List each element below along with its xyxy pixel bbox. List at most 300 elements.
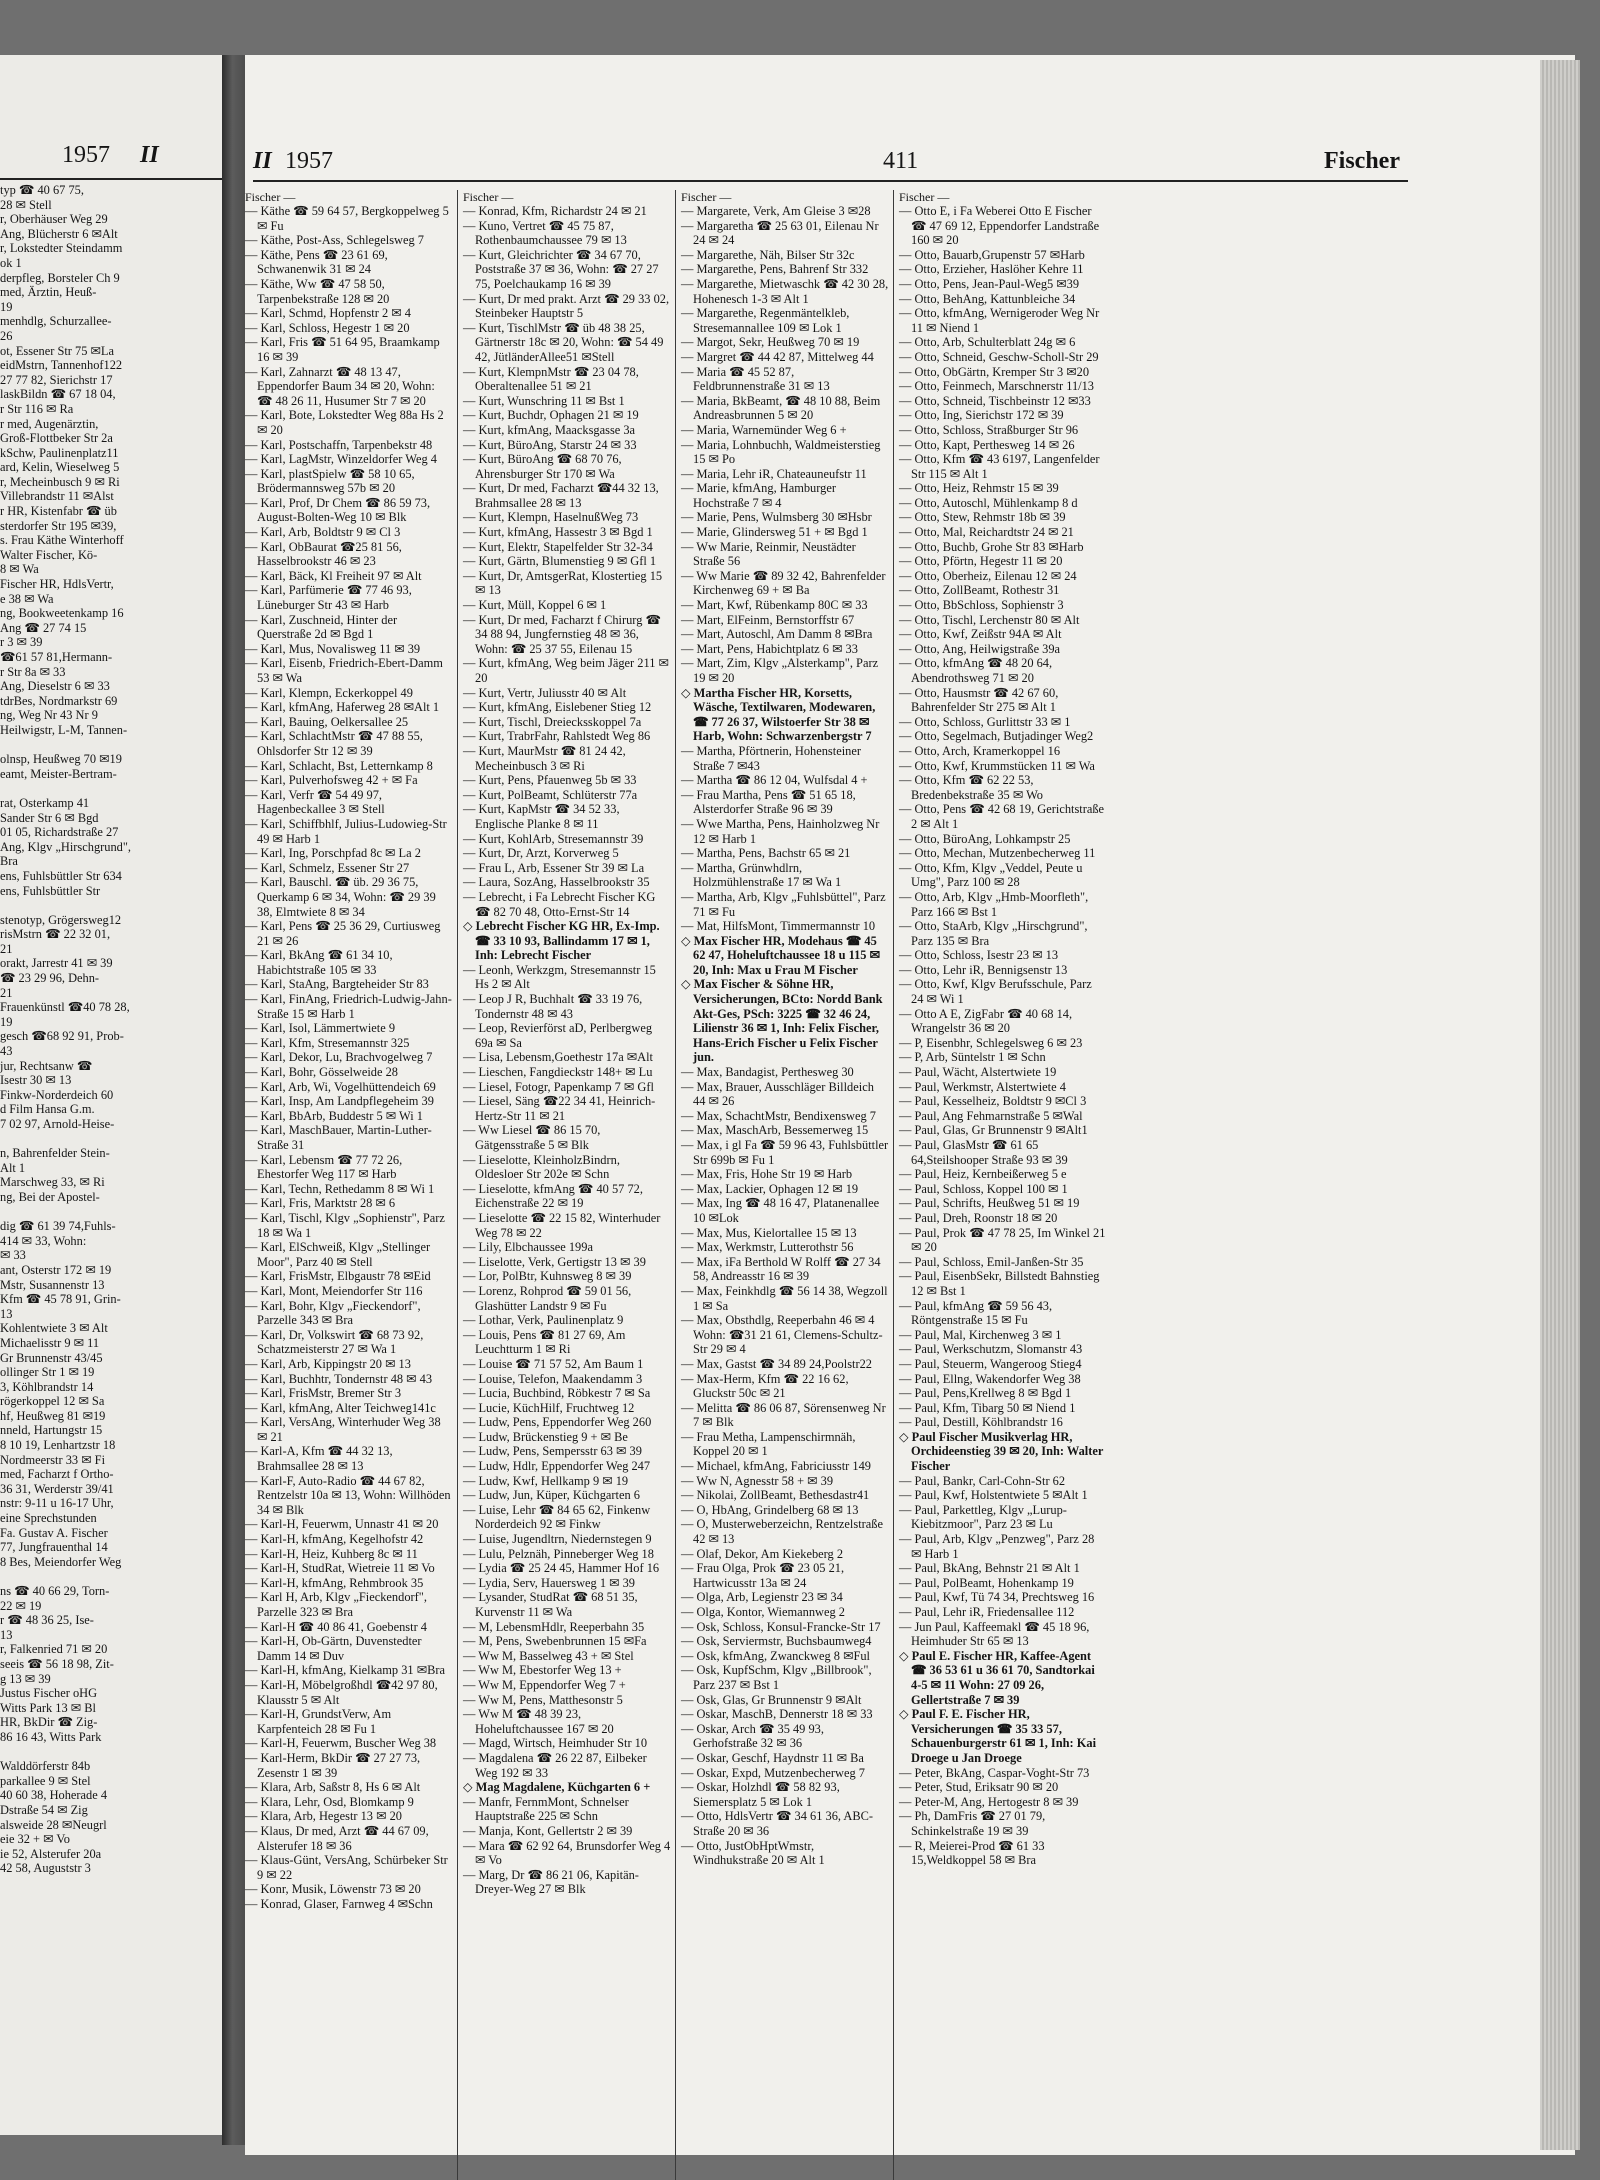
directory-entry: — Michael, kfmAng, Fabriciusstr 149 [681, 1459, 871, 1474]
left-page-line: 22 ✉ 19 [0, 1598, 42, 1613]
left-page-line: ant, Osterstr 172 ✉ 19 [0, 1262, 112, 1277]
left-page-line: menhdlg, Schurzallee- [0, 314, 112, 329]
directory-entry: — Oskar, Expd, Mutzenbecherweg 7 [681, 1765, 865, 1780]
directory-entry: — Karl, Arb, Boldtstr 9 ✉ Cl 3 [245, 525, 401, 540]
directory-entry: — Paul, PolBeamt, Hohenkamp 19 [899, 1575, 1074, 1590]
directory-entry: — Karl-H, Feuerwm, Buscher Weg 38 [245, 1736, 437, 1751]
directory-entry: — Olaf, Dekor, Am Kiekeberg 2 [681, 1546, 844, 1561]
directory-entry: — Kurt, kfmAng, Maacksgasse 3a [463, 422, 636, 437]
left-page-line: r, Lokstedter Steindamm [0, 241, 123, 256]
left-page-line: sterdorfer Str 195 ✉39, [0, 518, 117, 533]
directory-entry: — Otto, Kfm ☎ 62 22 53, Bredenbekstraße 35 ✉ Wo [899, 773, 1043, 802]
directory-entry: — Karl, FinAng, Friedrich-Ludwig-Jahn-Straße 15 ✉ Harb 1 [245, 992, 452, 1021]
directory-entry: — Oskar, Arch ☎ 35 49 93, Gerhofstraße 32 ✉ 36 [681, 1721, 824, 1751]
directory-entry: — Karl, Arb, Kippingstr 20 ✉ 13 [245, 1356, 411, 1371]
directory-entry: — Karl-H, Heiz, Kuhberg 8c ✉ 11 [245, 1546, 418, 1561]
left-page-line: Ang ☎ 27 74 15 [0, 620, 87, 635]
left-page-line: Bra [0, 854, 18, 869]
left-page-line: 42 58, Auguststr 3 [0, 1861, 91, 1876]
directory-entry: — Kurt, Wunschring 11 ✉ Bst 1 [463, 393, 625, 408]
directory-entry: — Paul, Dreh, Roonstr 18 ✉ 20 [899, 1210, 1058, 1225]
directory-entry: — Kurt, Pens, Pfauenweg 5b ✉ 33 [463, 773, 637, 788]
directory-entry: — Karl, Dekor, Lu, Brachvogelweg 7 [245, 1050, 433, 1065]
directory-entry: — Maria, Lehr iR, Chateauneufstr 11 [681, 466, 867, 481]
directory-entry: — Paul, BkAng, Behnstr 21 ✉ Alt 1 [899, 1561, 1080, 1576]
directory-entry: — Kurt, Müll, Koppel 6 ✉ 1 [463, 598, 607, 613]
directory-entry: — Karl-H, Feuerwm, Unnastr 41 ✉ 20 [245, 1517, 439, 1532]
directory-entry: — Jun Paul, Kaffeemakl ☎ 45 18 96, Heimhuder Str 65 ✉ 13 [899, 1619, 1090, 1649]
firm-entry: ◇ Paul Fischer Musikverlag HR, Orchideenstieg 39 ✉ 20, Inh: Walter Fischer [899, 1429, 1104, 1474]
left-page-line: 40 60 38, Hoherade 4 [0, 1788, 108, 1803]
directory-entry: — Paul, Schloss, Emil-Janßen-Str 35 [899, 1254, 1084, 1269]
directory-entry: — Otto, Kapt, Perthesweg 14 ✉ 26 [899, 437, 1075, 452]
directory-entry: — Kurt, Buchdr, Ophagen 21 ✉ 19 [463, 408, 639, 423]
directory-entry: — Paul, Kesselheiz, Boldtstr 9 ✉Cl 3 [899, 1094, 1087, 1109]
firm-entry: ◇ Martha Fischer HR, Korsetts, Wäsche, Textilwaren, Modewaren, ☎ 77 26 37, Wilstoerfer Str 38 ✉ Harb, Wohn: Schwarzenbergstr 7 [681, 685, 876, 744]
directory-entry: — Otto, Tischl, Lerchenstr 80 ✉ Alt [899, 612, 1080, 627]
directory-entry: — Otto, Segelmach, Butjadinger Weg2 [899, 729, 1094, 744]
directory-entry: — Karl, FrisMstr, Bremer Str 3 [245, 1386, 402, 1401]
directory-entry: — Kurt, MaurMstr ☎ 81 24 42, Mecheinbusch 3 ✉ Ri [463, 743, 626, 773]
directory-entry: — Otto, Bauarb,Grupenstr 57 ✉Harb [899, 247, 1085, 262]
left-page-line: r Str 8a ✉ 33 [0, 664, 66, 679]
directory-entry: — Oskar, Geschf, Haydnstr 11 ✉ Ba [681, 1750, 864, 1765]
left-year: 1957 [62, 142, 110, 168]
directory-entry: — Paul, Prok ☎ 47 78 25, Im Winkel 21 ✉ 20 [899, 1225, 1106, 1255]
directory-entry: — Otto, Schloss, Gurlittstr 33 ✉ 1 [899, 714, 1071, 729]
directory-entry: — Karl, Mus, Novalisweg 11 ✉ 39 [245, 641, 421, 656]
directory-entry: — Lor, PolBtr, Kuhnsweg 8 ✉ 39 [463, 1269, 632, 1284]
directory-entry: — Max, MaschArb, Bessemerweg 15 [681, 1123, 869, 1138]
left-page-line: ng, Bookweetenkamp 16 [0, 606, 124, 621]
directory-entry: — Karl H, Arb, Klgv „Fieckendorf", Parzelle 323 ✉ Bra [245, 1590, 427, 1619]
directory-entry: — Margarethe, Mietwaschk ☎ 42 30 28, Hohenesch 1-3 ✉ Alt 1 [681, 276, 889, 306]
directory-entry: — P, Arb, Süntelstr 1 ✉ Schn [899, 1050, 1046, 1065]
directory-entry: — Max, Feinkhdlg ☎ 56 14 38, Wegzoll 1 ✉ Sa [681, 1283, 888, 1313]
left-page-line: 13 [0, 1627, 13, 1642]
directory-entry: — Margret ☎ 44 42 87, Mittelweg 44 [681, 349, 874, 364]
directory-entry: — Kurt, Elektr, Stapelfelder Str 32-34 [463, 539, 653, 554]
directory-entry: — Osk, Glas, Gr Brunnenstr 9 ✉Alt [681, 1692, 862, 1707]
directory-entry: — Otto, Ang, Heilwigstraße 39a [899, 641, 1061, 656]
page-number: 411 [883, 148, 919, 174]
directory-entry: — Otto, Ing, Sierichstr 172 ✉ 39 [899, 408, 1064, 423]
directory-entry: — Oskar, MaschB, Dennerstr 18 ✉ 33 [681, 1707, 873, 1722]
left-page-line [0, 781, 223, 796]
directory-entry: — Osk, Schloss, Konsul-Francke-Str 17 [681, 1619, 881, 1634]
directory-entry: — Mart, Pens, Habichtplatz 6 ✉ 33 [681, 641, 858, 656]
directory-entry: — Kurt, Dr, AmtsgerRat, Klostertieg 15 ✉ 13 [463, 568, 663, 598]
firm-entry: ◇ Max Fischer HR, Modehaus ☎ 45 62 47, Hoheluftchaussee 18 u 115 ✉20, Inh: Max u Frau M Fischer [681, 933, 880, 977]
directory-entry: — Paul, Parkettleg, Klgv „Lurup-Kiebitzmoor", Parz 23 ✉ Lu [899, 1502, 1067, 1532]
directory-entry: — Karl, Bauschl. ☎ üb. 29 36 75, Querkamp 6 ✉ 34, Wohn: ☎ 29 39 38, Elmtwiete 8 ✉ 34 [245, 875, 436, 919]
left-page-line: Alt 1 [0, 1160, 26, 1175]
directory-entry: — Kurt, TischlMstr ☎ üb 48 38 25, Gärtnerstr 18c ✉ 20, Wohn: ☎ 54 49 42, JütländerAllee51 ✉Stell [463, 320, 664, 364]
left-page-line: eidMstrn, Tannenhof122 [0, 358, 123, 373]
directory-entry: — Konr, Musik, Löwenstr 73 ✉ 20 [245, 1882, 421, 1897]
directory-entry: — Karl, Techn, Rethedamm 8 ✉ Wi 1 [245, 1181, 435, 1196]
left-page-line: ☎61 57 81,Hermann- [0, 650, 113, 664]
directory-entry: — Otto, Schneid, Tischbeinstr 12 ✉33 [899, 393, 1091, 408]
directory-entry: — Max, Bandagist, Perthesweg 30 [681, 1065, 854, 1080]
directory-entry: — Paul, Schloss, Koppel 100 ✉ 1 [899, 1181, 1068, 1196]
left-page-line: Isestr 30 ✉ 13 [0, 1073, 72, 1088]
directory-entry: — Osk, kfmAng, Zwanckweg 8 ✉Ful [681, 1648, 870, 1663]
directory-entry: — Ww N, Agnesstr 58 + ✉ 39 [681, 1473, 834, 1488]
directory-entry: — Karl-H, Möbelgroßhdl ☎42 97 80, Klausstr 5 ✉ Alt [245, 1677, 438, 1707]
directory-entry: — Karl, Pulverhofsweg 42 + ✉ Fa [245, 773, 418, 788]
directory-entry: — Otto, JustObHptWmstr, Windhukstraße 20 ✉ Alt 1 [681, 1838, 825, 1868]
directory-entry: — Karl, Zahnarzt ☎ 48 13 47, Eppendorfer Baum 34 ✉ 20, Wohn: ☎ 48 26 11, Husumer Str 7 ✉ 20 [245, 364, 435, 408]
directory-entry: — Otto, Stew, Rehmstr 18b ✉ 39 [899, 510, 1066, 525]
directory-entry: — Martha, Pförtnerin, Hohensteiner Straße 7 ✉43 [681, 743, 861, 773]
directory-entry: — Otto, Erzieher, Haslöher Kehre 11 [899, 262, 1084, 277]
directory-entry: — Ww Marie ☎ 89 32 42, Bahrenfelder Kirchenweg 69 + ✉ Ba [681, 568, 886, 598]
directory-entry: — Paul, GlasMstr ☎ 61 65 64,Steilshooper Straße 93 ✉ 39 [899, 1138, 1068, 1167]
directory-entry: — Max, SchachtMstr, Bendixensweg 7 [681, 1108, 876, 1123]
directory-entry: — Lieselotte, KleinholzBindrn, Oldesloer Str 202e ✉ Schn [463, 1152, 620, 1182]
left-page-line: ens, Fuhlsbüttler Str 634 [0, 868, 122, 883]
directory-entry: — Kurt, Dr med prakt. Arzt ☎ 29 33 02, Steinbeker Hauptstr 5 [463, 291, 670, 321]
directory-entry: — Karl, plastSpielw ☎ 58 10 65, Brödermannsweg 57b ✉ 20 [245, 466, 415, 496]
left-page-line: Fischer HR, HdlsVertr, [0, 577, 114, 592]
left-page-line: seeis ☎ 56 18 98, Zit- [0, 1656, 114, 1671]
left-running-head [0, 140, 222, 180]
directory-entry: — Karl, Ing, Porschpfad 8c ✉ La 2 [245, 846, 421, 861]
left-page-line [0, 1205, 223, 1220]
directory-entry: — Luise, Jugendltrn, Niedernstegen 9 [463, 1532, 652, 1547]
directory-entry: — Laura, SozAng, Hasselbrookstr 35 [463, 875, 650, 890]
directory-entry: — Paul, Bankr, Carl-Cohn-Str 62 [899, 1473, 1066, 1488]
left-page-line: stenotyp, Grögersweg12 [0, 912, 122, 927]
directory-entry: — Paul, kfmAng ☎ 59 56 43, Röntgenstraße 15 ✉ Fu [899, 1298, 1053, 1328]
left-page-line: eamt, Meister-Bertram- [0, 766, 117, 781]
left-page-line: ns ☎ 40 66 29, Torn- [0, 1584, 110, 1598]
left-page-line [0, 1745, 223, 1760]
directory-entry: — Otto, Buchb, Grohe Str 83 ✉Harb [899, 539, 1084, 554]
directory-entry: — Mat, HilfsMont, Timmermannstr 10 [681, 919, 876, 934]
directory-entry: — Karl, Arb, Wi, Vogelhüttendeich 69 [245, 1079, 436, 1094]
directory-entry: — Karl, Bauing, Oelkersallee 25 [245, 714, 409, 729]
directory-entry: — Mara ☎ 62 92 64, Brunsdorfer Weg 4 ✉ Vo [463, 1838, 671, 1868]
left-page-line: eine Sprechstunden [0, 1511, 97, 1526]
directory-entry: — Margot, Sekr, Heußweg 70 ✉ 19 [681, 335, 860, 350]
directory-entry: — Kurt, BüroAng ☎ 68 70 76, Ahrensburger Str 170 ✉ Wa [463, 452, 622, 481]
directory-entry: — Maria, BkBeamt, ☎ 48 10 88, Beim Andreasbrunnen 5 ✉ 20 [681, 393, 881, 423]
left-page-line: kSchw, Paulinenplatz11 [0, 445, 119, 460]
left-page-line: 01 05, Richardstraße 27 [0, 825, 119, 840]
directory-entry: — Louise, Telefon, Maakendamm 3 [463, 1371, 643, 1386]
left-page-line: med, Ärztin, Heuß- [0, 285, 97, 300]
directory-page [245, 55, 1575, 2155]
directory-entry: — Otto, Arch, Kramerkoppel 16 [899, 743, 1061, 758]
directory-entry: — Otto, BüroAng, Lohkampstr 25 [899, 831, 1071, 846]
directory-entry: — Marie, Pens, Wulmsberg 30 ✉Hsbr [681, 510, 872, 525]
left-page-line: ens, Fuhlsbüttler Str [0, 883, 101, 898]
directory-entry: — Otto, BbSchloss, Sophienstr 3 [899, 598, 1064, 613]
directory-entry: — Mart, Kwf, Rübenkamp 80C ✉ 33 [681, 598, 868, 613]
directory-entry: — Karl-H ☎ 40 86 41, Goebenstr 4 [245, 1619, 427, 1634]
left-page-line: 86 16 43, Witts Park [0, 1729, 102, 1744]
directory-entry: — P, Eisenbhr, Schlegelsweg 6 ✉ 23 [899, 1035, 1083, 1050]
directory-entry: — Leop, Revierförst aD, Perlbergweg 69a ✉ Sa [463, 1021, 653, 1050]
left-page-line: Gr Brunnenstr 43/45 [0, 1350, 103, 1365]
directory-entry: — Martha, Pens, Bachstr 65 ✉ 21 [681, 846, 851, 861]
directory-entry: — Otto A E, ZigFabr ☎ 40 68 14, Wrangelstr 36 ✉ 20 [899, 1006, 1073, 1036]
directory-entry: — Ludw, Kwf, Hellkamp 9 ✉ 19 [463, 1473, 629, 1488]
directory-entry: — Karl-H, Ob-Gärtn, Duvenstedter Damm 14 ✉ Duv [245, 1634, 422, 1663]
directory-entry: — Otto E, i Fa Weberei Otto E Fischer ☎ 47 69 12, Eppendorfer Landstraße 160 ✉ 20 [899, 204, 1100, 248]
directory-entry: — Magd, Wirtsch, Heimhuder Str 10 [463, 1736, 648, 1751]
directory-entry: — Karl, Bäck, Kl Freiheit 97 ✉ Alt [245, 568, 422, 583]
directory-entry: — Kurt, kfmAng, Weg beim Jäger 211 ✉ 20 [463, 656, 669, 685]
left-page-line: rat, Osterkamp 41 [0, 795, 90, 810]
directory-entry: — Karl-H, kfmAng, Rehmbrook 35 [245, 1575, 424, 1590]
directory-entry: — Karl, Fris ☎ 51 64 95, Braamkamp 16 ✉ 39 [245, 335, 440, 364]
directory-entry: — Otto, Kfm, Klgv „Veddel, Peute u Umg", Parz 100 ✉ 28 [899, 860, 1083, 890]
left-page-line: 36 31, Werderstr 39/41 [0, 1481, 114, 1496]
catchword: Fischer [1324, 148, 1400, 174]
left-page-line: Fa. Gustav A. Fischer [0, 1525, 108, 1540]
left-page-line: nneld, Hartungstr 15 [0, 1423, 103, 1438]
left-page-line: gesch ☎68 92 91, Prob- [0, 1029, 124, 1044]
directory-entry: — Lucia, Buchbind, Röbkestr 7 ✉ Sa [463, 1386, 651, 1401]
left-page-line: 27 77 82, Sierichstr 17 [0, 372, 113, 387]
directory-entry: — Karl, Pens ☎ 25 36 29, Curtiusweg 21 ✉ 26 [245, 919, 441, 948]
directory-entry: — Ww Marie, Reinmir, Neustädter Straße 56 [681, 539, 856, 569]
directory-entry: — Kuno, Vertret ☎ 45 75 87, Rothenbaumchaussee 79 ✉ 13 [463, 218, 627, 248]
left-page-line: r Str 116 ✉ Ra [0, 401, 74, 416]
directory-entry: — Otto, ObGärtn, Kremper Str 3 ✉20 [899, 364, 1090, 379]
left-page-line: eie 32 + ✉ Vo [0, 1832, 70, 1847]
left-page-line: derpfleg, Borsteler Ch 9 [0, 270, 120, 285]
left-page-line: r, Oberhäuser Weg 29 [0, 212, 108, 227]
left-page-line: r 3 ✉ 39 [0, 635, 43, 650]
directory-entry: — Karl, BbArb, Buddestr 5 ✉ Wi 1 [245, 1108, 423, 1123]
directory-entry: — Liesel, Fotogr, Papenkamp 7 ✉ Gfl [463, 1079, 654, 1094]
directory-entry: — Otto, Kwf, Klgv Berufsschule, Parz 24 ✉ Wi 1 [899, 977, 1092, 1007]
left-page-line: 28 ✉ Stell [0, 197, 52, 212]
directory-entry: — Maria, Warnemünder Weg 6 + [681, 422, 847, 437]
directory-entry: — Kurt, Dr med, Facharzt ☎44 32 13, Brahmsallee 28 ✉ 13 [463, 481, 659, 510]
directory-entry: — Karl, Postschaffn, Tarpenbekstr 48 [245, 437, 433, 452]
directory-entry: — Margarethe, Näh, Bilser Str 32c [681, 247, 855, 262]
directory-entry: — Luise, Lehr ☎ 84 65 62, Finkenw Norderdeich 92 ✉ Finkw [463, 1502, 651, 1532]
directory-entry: — Paul, Destill, Köhlbrandstr 16 [899, 1415, 1063, 1430]
left-page-line: nstr: 9-11 u 16-17 Uhr, [0, 1496, 114, 1511]
directory-entry: — Peter, BkAng, Caspar-Voght-Str 73 [899, 1765, 1090, 1780]
directory-entry: — Ludw, Pens, Eppendorfer Weg 260 [463, 1415, 652, 1430]
directory-entry: — Karl, Bohr, Klgv „Fieckendorf", Parzelle 343 ✉ Bra [245, 1298, 421, 1328]
directory-entry: — Karl-H, kfmAng, Kielkamp 31 ✉Bra [245, 1663, 445, 1678]
directory-entry: — Karl, Klempn, Eckerkoppel 49 [245, 685, 413, 700]
directory-entry: — Karl, LagMstr, Winzeldorfer Weg 4 [245, 452, 437, 467]
left-page-line: e 38 ✉ Wa [0, 591, 54, 606]
directory-entry: — Lieselotte, kfmAng ☎ 40 57 72, Eichenstraße 22 ✉ 19 [463, 1181, 643, 1211]
directory-entry: — Max-Herm, Kfm ☎ 22 16 62, Gluckstr 50c ✉ 21 [681, 1371, 849, 1401]
directory-entry: — Karl-H, StudRat, Wietreie 11 ✉ Vo [245, 1561, 435, 1576]
directory-entry: — Paul, Kwf, Holstentwiete 5 ✉Alt 1 [899, 1488, 1088, 1503]
left-page-line: Dstraße 54 ✉ Zig [0, 1802, 88, 1817]
directory-entry: — Peter-M, Ang, Hertogestr 8 ✉ 39 [899, 1794, 1079, 1809]
directory-entry: — Lisa, Lebensm,Goethestr 17a ✉Alt [463, 1050, 654, 1065]
left-page-line: Marschweg 33, ✉ Ri [0, 1175, 105, 1190]
directory-entry: — Paul, Glas, Gr Brunnenstr 9 ✉Alt1 [899, 1123, 1088, 1138]
directory-column-4 [899, 190, 1107, 1868]
directory-entry: — Karl, Fris, Marktstr 28 ✉ 6 [245, 1196, 396, 1211]
directory-entry: — Frau Metha, Lampenschirmnäh, Koppel 20 ✉ 1 [681, 1429, 856, 1459]
directory-entry: — Käthe, Pens ☎ 23 61 69, Schwanenwik 31 ✉ 24 [245, 247, 388, 277]
year: 1957 [285, 148, 333, 174]
directory-entry: — Frau Martha, Pens ☎ 51 65 18, Alsterdorfer Straße 96 ✉ 39 [681, 787, 856, 817]
directory-entry: — Otto, Mechan, Mutzenbecherweg 11 [899, 846, 1096, 861]
directory-entry: — Margarete, Verk, Am Gleise 3 ✉28 [681, 204, 871, 218]
directory-entry: — Kurt, Tischl, Dreiecksskoppel 7a [463, 714, 642, 729]
left-page-line: ie 52, Alsterufer 20a [0, 1846, 102, 1861]
directory-entry: — Mart, Autoschl, Am Damm 8 ✉Bra [681, 627, 873, 642]
directory-entry: — Nikolai, ZollBeamt, Bethesdastr41 [681, 1488, 870, 1503]
directory-entry: — Louis, Pens ☎ 81 27 69, Am Leuchtturm 1 ✉ Ri [463, 1327, 626, 1357]
directory-entry: — Kurt, KohlArb, Stresemannstr 39 [463, 831, 644, 846]
left-page-line: 26 [0, 328, 13, 343]
left-page-line: ollinger Str 1 ✉ 19 [0, 1365, 95, 1380]
left-page-line: 21 [0, 985, 13, 1000]
directory-entry: — Kurt, Gärtn, Blumenstieg 9 ✉ Gfl 1 [463, 554, 657, 569]
directory-entry: — Karl, Dr, Volkswirt ☎ 68 73 92, Schatzmeisterstr 27 ✉ Wa 1 [245, 1327, 424, 1357]
directory-entry: — Paul, Werkmstr, Alstertwiete 4 [899, 1079, 1066, 1094]
directory-entry: — Otto, Arb, Schulterblatt 24g ✉ 6 [899, 335, 1076, 350]
directory-entry: — M, Pens, Swebenbrunnen 15 ✉Fa [463, 1634, 647, 1649]
directory-entry: — Kurt, BüroAng, Starstr 24 ✉ 33 [463, 437, 637, 452]
directory-entry: — Karl, Bote, Lokstedter Weg 88a Hs 2 ✉ 20 [245, 408, 444, 437]
directory-entry: — Klaus-Günt, VersAng, Schürbeker Str 9 ✉ 22 [245, 1853, 448, 1882]
directory-entry: — Maria ☎ 45 52 87, Feldbrunnenstraße 31 ✉ 13 [681, 364, 830, 394]
left-page-line: 8 10 19, Lenhartzstr 18 [0, 1438, 116, 1453]
left-page-line: 19 [0, 299, 13, 314]
directory-entry: — Max, Lackier, Ophagen 12 ✉ 19 [681, 1181, 859, 1196]
left-page-line: Justus Fischer oHG [0, 1686, 98, 1701]
directory-entry: — Karl, Parfümerie ☎ 77 46 93, Lüneburger Str 43 ✉ Harb [245, 583, 412, 613]
left-page-line: n, Bahrenfelder Stein- [0, 1146, 110, 1161]
left-page-line: 13 [0, 1306, 13, 1321]
directory-entry: — Paul, Kfm, Tibarg 50 ✉ Niend 1 [899, 1400, 1076, 1415]
directory-entry: — Karl-H, GrundstVerw, Am Karpfenteich 28 ✉ Fu 1 [245, 1707, 392, 1736]
column-heading: Fischer — [245, 190, 296, 204]
directory-entry: — Otto, Feinmech, Marschnerstr 11/13 [899, 379, 1095, 394]
left-page-line: ☎ 23 29 96, Dehn- [0, 971, 100, 986]
column-rule [893, 190, 894, 2180]
directory-entry: — Karl, Buchhtr, Tondernstr 48 ✉ 43 [245, 1371, 433, 1386]
directory-entry: — Paul, EisenbSekr, Billstedt Bahnstieg 12 ✉ Bst 1 [899, 1269, 1100, 1298]
directory-entry: — Paul, Lehr iR, Friedensallee 112 [899, 1605, 1075, 1619]
column-heading: Fischer — [681, 190, 732, 204]
directory-entry: — Melitta ☎ 86 06 87, Sörensenweg Nr 7 ✉ Blk [681, 1400, 886, 1430]
left-page-line: risMstrn ☎ 22 32 01, [0, 927, 111, 942]
directory-entry: — Lydia ☎ 25 24 45, Hammer Hof 16 [463, 1561, 660, 1576]
left-page-line: ard, Kelin, Wieselweg 5 [0, 460, 120, 475]
directory-entry: — Ludw, Jun, Küper, Küchgarten 6 [463, 1488, 640, 1503]
directory-entry: — Frau L, Arb, Essener Str 39 ✉ La [463, 860, 645, 875]
directory-entry: — Otto, Hausmstr ☎ 42 67 60, Bahrenfelder Str 275 ✉ Alt 1 [899, 685, 1059, 715]
directory-entry: — Lily, Elbchaussee 199a [463, 1240, 593, 1255]
directory-entry: — Kurt, kfmAng, Hassestr 3 ✉ Bgd 1 [463, 525, 653, 540]
directory-entry: — Karl, kfmAng, Alter Teichweg141c [245, 1400, 436, 1415]
left-page-line: r, Falkenried 71 ✉ 20 [0, 1642, 108, 1657]
firm-entry: ◇ Paul F. E. Fischer HR, Versicherungen ☎ 35 33 57, Schauenburgerstr 61 ✉ 1, Inh: Kai Droege u Jan Droege [899, 1707, 1097, 1765]
left-page-line: tdrBes, Nordmarkstr 69 [0, 693, 118, 708]
left-page-line: HR, BkDir ☎ Zig- [0, 1715, 98, 1730]
directory-entry: — O, HbAng, Grindelberg 68 ✉ 13 [681, 1502, 859, 1517]
directory-entry: — Kurt, Dr, Arzt, Korverweg 5 [463, 846, 619, 861]
left-page-line: 414 ✉ 33, Wohn: [0, 1233, 87, 1248]
directory-entry: — M, LebensmHdlr, Reeperbahn 35 [463, 1619, 645, 1634]
directory-entry: — Frau Olga, Prok ☎ 23 05 21, Hartwicusstr 13a ✉ 24 [681, 1561, 845, 1590]
left-page-line: s. Frau Käthe Winterhoff [0, 533, 124, 548]
directory-entry: — Karl, Schlacht, Bst, Letternkamp 8 [245, 758, 433, 773]
directory-entry: — Karl, Kfm, Stresemannstr 325 [245, 1035, 410, 1050]
directory-entry: — Martha, Grünwhdlrn, Holzmühlenstraße 17 ✉ Wa 1 [681, 860, 842, 890]
directory-entry: — Kurt, Klempn, HaselnußWeg 73 [463, 510, 639, 525]
directory-entry: — Käthe ☎ 59 64 57, Bergkoppelweg 5 ✉ Fu [245, 204, 449, 233]
left-volume: II [140, 142, 159, 168]
directory-entry: — Ww M, Basselweg 43 + ✉ Stel [463, 1648, 634, 1663]
directory-entry: — Louise ☎ 71 57 52, Am Baum 1 [463, 1356, 644, 1371]
directory-entry: — Otto, Schneid, Geschw-Scholl-Str 29 [899, 349, 1099, 364]
directory-entry: — Otto, Arb, Klgv „Hmb-Moorfleth", Parz 166 ✉ Bst 1 [899, 889, 1089, 919]
directory-entry: — Osk, Serviermstr, Buchsbaumweg4 [681, 1634, 872, 1649]
directory-entry: — O, Musterweberzeichn, Rentzelstraße 42 ✉ 13 [681, 1517, 883, 1547]
directory-entry: — Ludw, Pens, Sempersstr 63 ✉ 39 [463, 1444, 642, 1459]
directory-entry: — Otto, kfmAng ☎ 48 20 64, Abendrothsweg 71 ✉ 20 [899, 656, 1053, 685]
directory-entry: — Otto, Pförtn, Hegestr 11 ✉ 20 [899, 554, 1063, 569]
left-page-line: hf, Heußweg 81 ✉19 [0, 1408, 106, 1423]
directory-entry: — Konrad, Kfm, Richardstr 24 ✉ 21 [463, 204, 647, 218]
left-page-line: 8 ✉ Wa [0, 562, 39, 577]
directory-entry: — Otto, Lehr iR, Bennigsenstr 13 [899, 962, 1068, 977]
left-page-line: Ang, Blücherstr 6 ✉Alt [0, 226, 118, 241]
directory-entry: — Olga, Kontor, Wiemannweg 2 [681, 1605, 845, 1619]
directory-entry: — Karl, SchlachtMstr ☎ 47 88 55, Ohlsdorfer Str 12 ✉ 39 [245, 729, 423, 758]
directory-entry: — Wwe Martha, Pens, Hainholzweg Nr 12 ✉ Harb 1 [681, 816, 880, 846]
directory-entry: — Ww Liesel ☎ 86 15 70, Gätgensstraße 5 ✉ Blk [463, 1123, 601, 1152]
directory-entry: — Kurt, PolBeamt, Schlüterstr 77a [463, 787, 638, 802]
directory-entry: — Käthe, Post-Ass, Schlegelsweg 7 [245, 233, 424, 248]
directory-entry: — Kurt, kfmAng, Eislebener Stieg 12 [463, 700, 652, 715]
directory-entry: — Karl, StaAng, Bargteheider Str 83 [245, 977, 429, 992]
directory-entry: — Otto, Kwf, Krummstücken 11 ✉ Wa [899, 758, 1095, 773]
directory-entry: — Liselotte, Verk, Gertigstr 13 ✉ 39 [463, 1254, 646, 1269]
left-page-line: Frauenkünstl ☎40 78 28, [0, 1000, 130, 1015]
left-page-line: Michaelisstr 9 ✉ 11 [0, 1335, 100, 1350]
directory-entry: — Kurt, Dr med, Facharzt f Chirurg ☎ 34 88 94, Jungfernstieg 48 ✉ 36, Wohn: ☎ 25 37 55, Eilenau 15 [463, 612, 661, 656]
left-page-line [0, 1569, 223, 1584]
directory-column-2 [463, 190, 671, 1897]
directory-entry: — Paul, Schrifts, Heußweg 51 ✉ 19 [899, 1196, 1080, 1211]
directory-entry: — Martha, Arb, Klgv „Fuhlsbüttel", Parz 71 ✉ Fu [681, 889, 886, 919]
running-head [253, 142, 1408, 182]
directory-entry: — Otto, Schloss, Isestr 23 ✉ 13 [899, 948, 1059, 963]
left-page-line: Kohlentwiete 3 ✉ Alt [0, 1321, 108, 1336]
left-page-line: ng, Bei der Apostel- [0, 1189, 100, 1204]
directory-entry: — Lothar, Verk, Paulinenplatz 9 [463, 1313, 624, 1328]
directory-entry: — Lulu, Pelznäh, Pinneberger Weg 18 [463, 1546, 654, 1561]
directory-entry: — Karl-H, kfmAng, Kegelhofstr 42 [245, 1532, 424, 1547]
left-column [0, 183, 223, 1876]
directory-entry: — Osk, KupfSchm, Klgv „Billbrook", Parz 237 ✉ Bst 1 [681, 1663, 872, 1692]
directory-column-1 [245, 190, 453, 1911]
directory-entry: — Kurt, TrabrFahr, Rahlstedt Weg 86 [463, 729, 651, 744]
directory-column-3 [681, 190, 889, 1868]
